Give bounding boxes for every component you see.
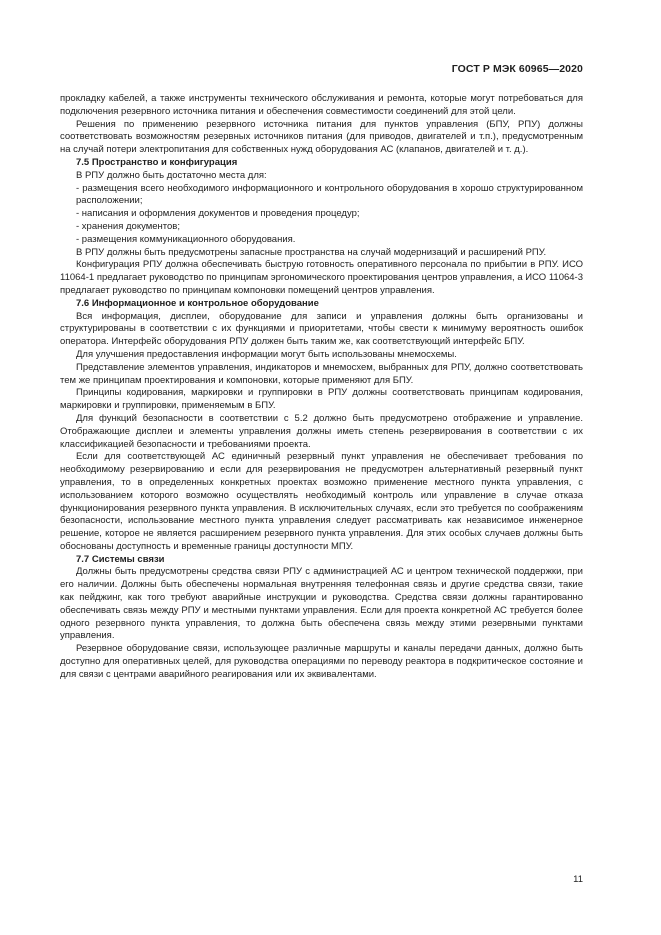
paragraph: Должны быть предусмотрены средства связи РПУ с администрацией АС и центром технической поддержки, при его наличии. Должны быть обеспечены нормальная внутренняя телефонная связь и другие средства связи, такие как пейджинг, как того требуют аварийные инструкции и руководства. Средства связи должны гарантированно обеспечивать связь между РПУ и местными пунктами управления. Если для проекта конкретной АС требуется более одного резервного пункта управления, то должна быть обеспечена связь между этими резервными пунктами управления.	[60, 566, 583, 642]
page-number: 11	[573, 874, 583, 885]
paragraph: Резервное оборудование связи, использующее различные маршруты и каналы передачи данных, должно быть доступно для оперативных целей, для руководства операциями по переводу реактора в подкритическое состояние и для связи с центрами аварийного реагирования или их эквивалентами.	[60, 643, 583, 680]
list-item: - размещения всего необходимого информационного и контрольного оборудования в хорошо структурированном расположении;	[76, 182, 583, 207]
standard-header: ГОСТ Р МЭК 60965—2020	[451, 63, 583, 75]
list-item: - написания и оформления документов и проведения процедур;	[76, 208, 360, 220]
section-heading-7-5: 7.5 Пространство и конфигурация	[76, 156, 238, 168]
page-content	[60, 93, 583, 682]
paragraph: Для улучшения предоставления информации могут быть использованы мнемосхемы.	[76, 348, 457, 360]
list-item: - хранения документов;	[76, 220, 180, 232]
paragraph: В РПУ должны быть предусмотрены запасные пространства на случай модернизаций и расширений РПУ.	[76, 246, 547, 258]
paragraph: Принципы кодирования, маркировки и группировки в РПУ должны соответствовать принципам кодирования, маркировки и группировки, применяемым в БПУ.	[60, 387, 583, 412]
list-item: - размещения коммуникационного оборудования.	[76, 233, 296, 245]
paragraph: прокладку кабелей, а также инструменты технического обслуживания и ремонта, которые могут потребоваться для подключения резервного источника питания и обеспечения совместимости соединений для этой цели.	[60, 93, 583, 117]
paragraph: Решения по применению резервного источника питания для пунктов управления (БПУ, РПУ) должны соответствовать возможностям резервных источников питания (для приводов, двигателей и т.п.), предусмотренным на случай потери электропитания для собственных нужд оборудования АС (клапанов, двигателей и т. д.).	[60, 118, 583, 156]
paragraph: Вся информация, дисплеи, оборудование для записи и управления должны быть организованы и структурированы в соответствии с их функциями и приоритетами, чтобы свести к минимуму вероятность ошибок оператора. Интерфейс оборудования РПУ должен быть таким же, как соответствующий интерфейс БПУ.	[60, 310, 583, 348]
paragraph: Представление элементов управления, индикаторов и мнемосхем, выбранных для РПУ, должно соответствовать тем же принципам проектирования и компоновки, которые применяют для БПУ.	[60, 361, 583, 386]
section-heading-7-7: 7.7 Системы связи	[76, 553, 165, 565]
paragraph: Если для соответствующей АС единичный резервный пункт управления не обеспечивает требования по необходимому резервированию и если для резервирования не предусмотрен альтернативный резервный пункт управления, то в определенных конкретных проектах возможно применение местного пункта управления, с использованием которого возможно осуществлять необходимый контроль или управление в случае отказа функционирования резервного пункта управления. В исключительных случаях, если это требуется по соображениям безопасности, использование местного пункта управления следует рассматривать как независимое инженерное решение, которое не является расширением резервного пункта управления. Для этих особых случаев должны быть обоснованы доступность и временные границы доступности МПУ.	[60, 451, 583, 552]
paragraph: В РПУ должно быть достаточно места для:	[76, 169, 267, 181]
section-heading-7-6: 7.6 Информационное и контрольное оборудование	[76, 297, 319, 309]
paragraph: Конфигурация РПУ должна обеспечивать быструю готовность оперативного персонала по прибытии в РПУ. ИСО 11064-1 предлагает руководство по принципам эргономического проектирования центров управления, а ИСО 11064-3 предлагает руководство по принципам компоновки помещений центров управления.	[60, 259, 583, 296]
paragraph: Для функций безопасности в соответствии с 5.2 должно быть предусмотрено отображение и управление. Отображающие дисплеи и элементы управления должны иметь степень резервирования в соответствии с их классификацией безопасности и требованиями проекта.	[60, 412, 583, 450]
